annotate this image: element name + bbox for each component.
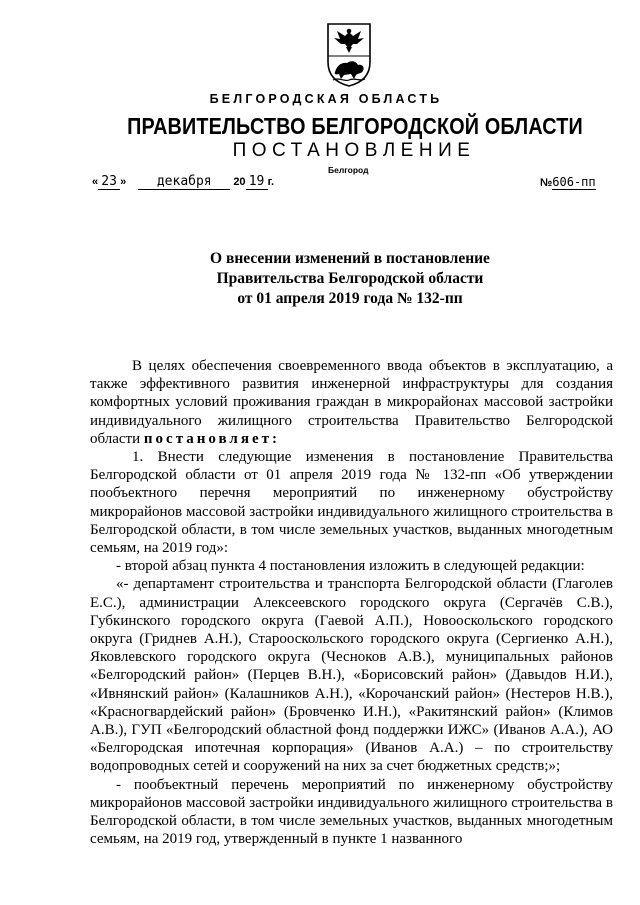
title-line: Правительства Белгородской области xyxy=(216,270,484,287)
document-type: ПОСТАНОВЛЕНИЕ xyxy=(232,140,476,161)
date-year-label: г. xyxy=(267,176,275,188)
body-paragraph: 1. Внести следующие изменения в постановление Правительства Белгородской области от 01 апреля 2019 года № 132-пп «Об утверждении пообъектного перечня мероприятий по инженерному обустройству микрорайонов массовой застройки индивидуального жилищного строительства в Белгородской области, в том числе земельных участков, выданных многодетным семьям, на 2019 год»: xyxy=(90,449,613,557)
government-name: ПРАВИТЕЛЬСТВО БЕЛГОРОДСКОЙ ОБЛАСТИ xyxy=(127,113,583,139)
date-year-prefix: 20 xyxy=(233,176,246,188)
document-date xyxy=(92,175,274,190)
number-label: № xyxy=(540,177,553,189)
date-year-suffix: 19 xyxy=(246,175,268,190)
paragraph-text: В целях обеспечения своевременного ввода объектов в эксплуатацию, а также эффективного развития инженерной инфраструктуры для создания комфортных условий проживания граждан в микрорайонах массовой застройки индивидуального жилищного строительства Правительство Белгородской области xyxy=(90,358,613,447)
number-value: 606-пп xyxy=(552,175,596,189)
body-paragraph: - пообъектный перечень мероприятий по инженерному обустройству микрорайонов массовой застройки индивидуального жилищного строительства в Белгородской области, в том числе земельных участков, выданных многодетным семьям, на 2019 год, утвержденный в пункте 1 названного xyxy=(90,776,613,848)
document-body xyxy=(90,357,613,848)
date-day: 23 xyxy=(98,175,120,190)
document-title xyxy=(80,249,620,309)
decree-verb: постановляет: xyxy=(143,430,280,447)
title-line: О внесении изменений в постановление xyxy=(210,250,490,267)
body-paragraph: «- департамент строительства и транспорта Белгородской области (Глаголев Е.С.), администрации Алексеевского городского округа (Сергачёв С.В.), Губкинского городского округа (Гаевой А.П.), Новооскольского городского округа (Гриднев А.Н.), Старооскольского городского округа (Сергиенко А.Н.), Яковлевского городского округа (Чесноков А.В.), муниципальных районов «Белгородский район» (Перцев В.Н.), «Борисовский район» (Давыдов Н.И.), «Ивнянский район» (Калашников А.Н.), «Корочанский район» (Нестеров Н.В.), «Красногвардейский район» (Бровченко И.Н.), «Ракитянский район» (Климов А.В.), ГУП «Белгородский областной фонд поддержки ИЖС» (Иванов А.А.), АО «Белгородская ипотечная корпорация» (Иванов А.А.) – по строительству водопроводных сетей и сооружений на них за счет бюджетных средств;»; xyxy=(90,576,613,775)
date-month: декабря xyxy=(138,175,230,190)
region-name: БЕЛГОРОДСКАЯ ОБЛАСТЬ xyxy=(209,92,443,106)
body-paragraph xyxy=(90,357,613,448)
belgorod-coat-of-arms-icon xyxy=(325,22,373,88)
city-name: Белгород xyxy=(328,165,369,175)
title-line: от 01 апреля 2019 года № 132-пп xyxy=(237,290,463,307)
date-quote-open: « xyxy=(92,176,99,188)
document-number xyxy=(540,175,596,190)
date-quote-close: » xyxy=(120,176,127,188)
body-paragraph: - второй абзац пункта 4 постановления изложить в следующей редакции: xyxy=(116,558,585,575)
